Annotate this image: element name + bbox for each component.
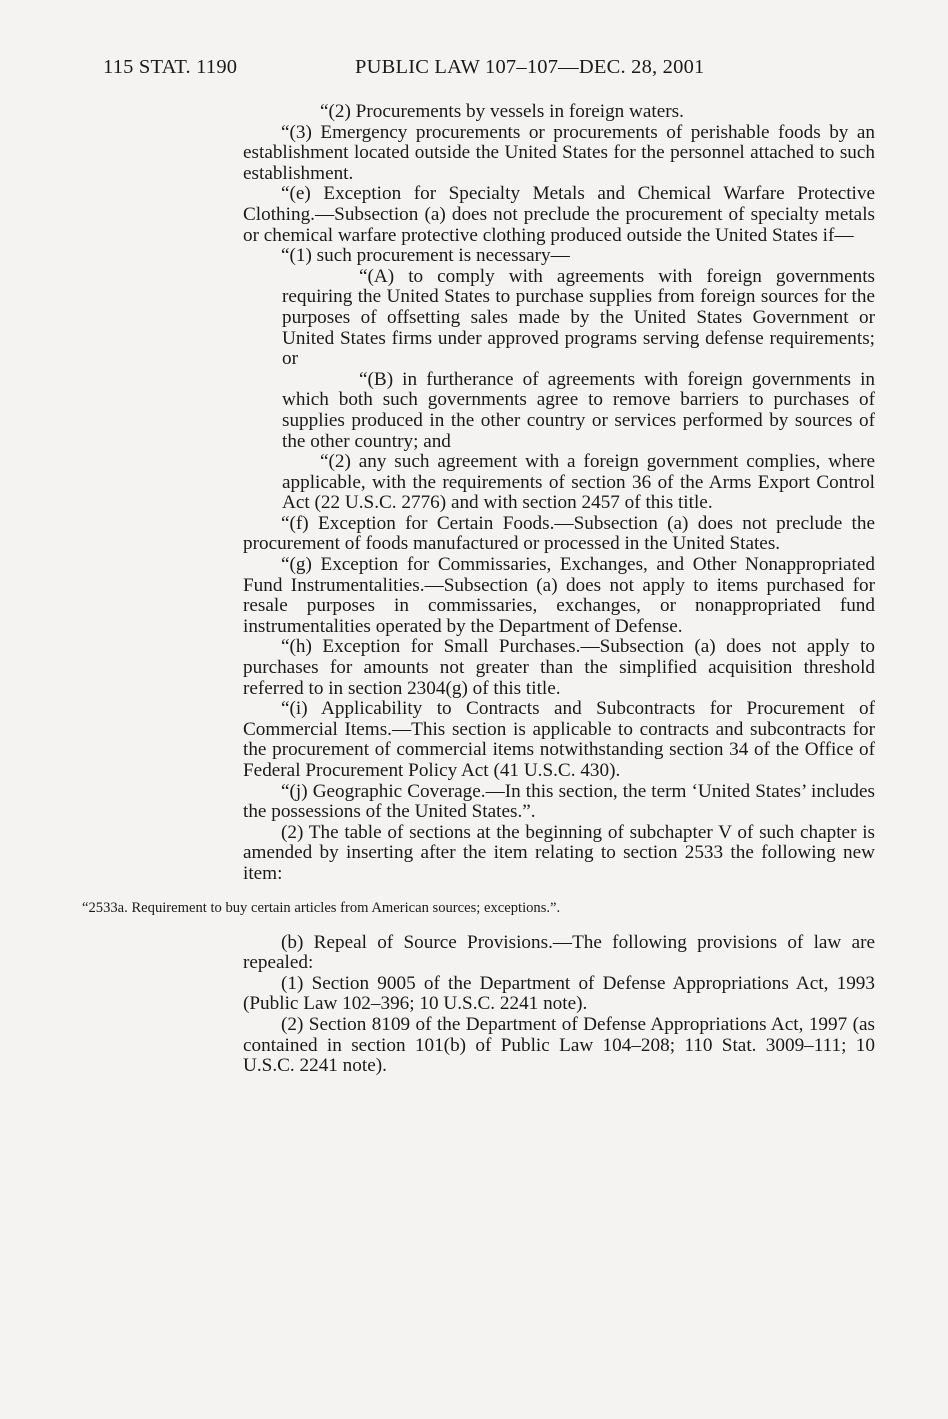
paragraph-3-emergency: “(3) Emergency procurements or procurements of perishable foods by an establishment located outside the United States for the personnel attached to such establishment.: [243, 121, 875, 184]
subsection-e: “(e) Exception for Specialty Metals and Chemical Warfare Protective Clothing.—Subsection (a) does not preclude the procurement of specialty metals or chemical warfare protective clothing produced outside the United States if—: [243, 183, 875, 246]
table-of-sections-item: “2533a. Requirement to buy certain articles from American sources; exceptions.”.: [82, 899, 561, 916]
paragraph-2-procurements-vessels: “(2) Procurements by vessels in foreign waters.: [320, 101, 684, 122]
subsection-e-1: “(1) such procurement is necessary—: [281, 245, 570, 267]
page-header: [103, 56, 883, 86]
running-title: PUBLIC LAW 107–107—DEC. 28, 2001: [355, 56, 705, 78]
subsection-e-2: “(2) any such agreement with a foreign government complies, where applicable, with the requirements of section 36 of the Arms Export Control Act (22 U.S.C. 2776) and with section 2457 of this title.: [282, 451, 875, 514]
subsection-i: “(i) Applicability to Contracts and Subcontracts for Procurement of Commercial Items.—This section is applicable to contracts and subcontracts for the procurement of commercial items notwithstanding section 34 of the Office of Federal Procurement Policy Act (41 U.S.C. 430).: [243, 698, 875, 781]
subsection-e-1-A: “(A) to comply with agreements with foreign governments requiring the United States to purchase supplies from foreign sources for the purposes of offsetting sales made by the United States Government or United States firms under approved programs serving defense requirements; or: [282, 265, 875, 370]
subsection-e-1-B: “(B) in furtherance of agreements with foreign governments in which both such governments agree to remove barriers to purchases of supplies produced in the other country or services performed by sources of the other country; and: [282, 368, 875, 452]
subsection-h: “(h) Exception for Small Purchases.—Subsection (a) does not apply to purchases for amounts not greater than the simplified acquisition threshold referred to in section 2304(g) of this title.: [243, 636, 875, 699]
document-body: [82, 101, 875, 1077]
subsection-f: “(f) Exception for Certain Foods.—Subsection (a) does not preclude the procurement of foods manufactured or processed in the United States.: [243, 512, 875, 555]
subsection-g: “(g) Exception for Commissaries, Exchanges, and Other Nonappropriated Fund Instrumentalities.—Subsection (a) does not apply to items purchased for resale purposes in commissaries, exchanges, or nonappropriated fund instrumentalities operated by the Department of Defense.: [243, 554, 875, 637]
page-reference: 115 STAT. 1190: [103, 56, 238, 78]
repeal-item-1: (1) Section 9005 of the Department of Defense Appropriations Act, 1993 (Public Law 102–396; 10 U.S.C. 2241 note).: [243, 972, 875, 1015]
subsection-b-repeal: (b) Repeal of Source Provisions.—The following provisions of law are repealed:: [243, 931, 875, 974]
paragraph-table-amendment: (2) The table of sections at the beginning of subchapter V of such chapter is amended by inserting after the item relating to section 2533 the following new item:: [243, 821, 875, 884]
subsection-j: “(j) Geographic Coverage.—In this section, the term ‘United States’ includes the possessions of the United States.”.: [243, 780, 875, 823]
repeal-item-2: (2) Section 8109 of the Department of Defense Appropriations Act, 1997 (as contained in section 101(b) of Public Law 104–208; 110 Stat. 3009–111; 10 U.S.C. 2241 note).: [243, 1013, 875, 1077]
